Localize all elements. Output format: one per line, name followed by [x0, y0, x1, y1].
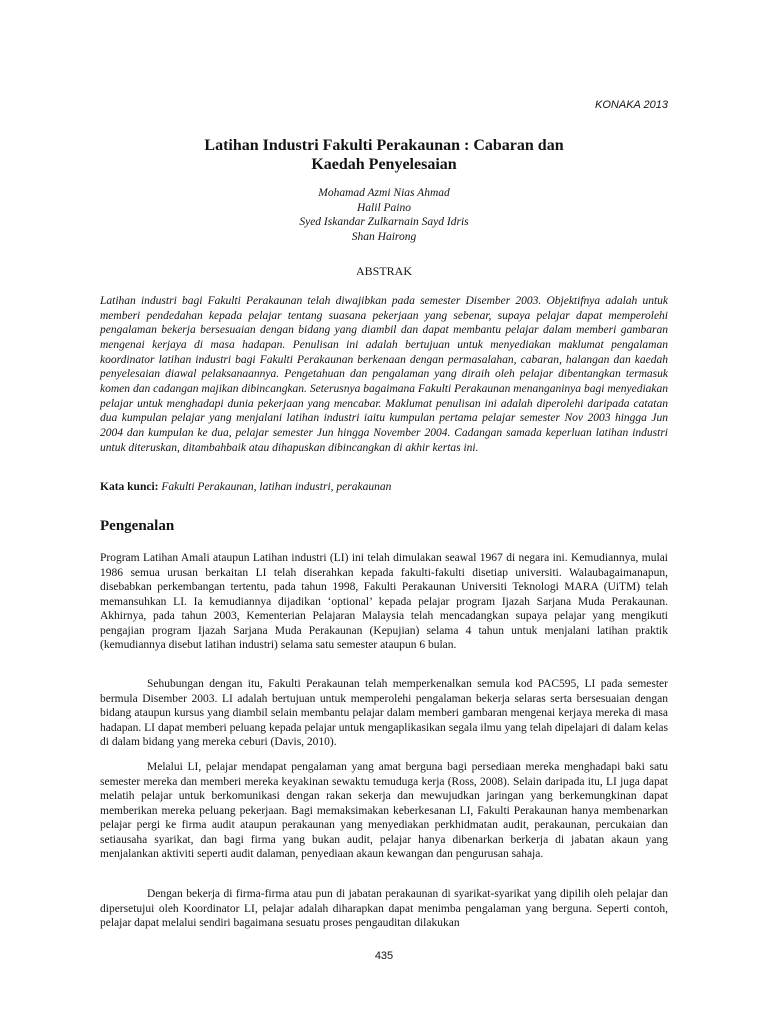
- body-paragraph: Sehubungan dengan itu, Fakulti Perakaunan telah memperkenalkan semula kod PAC595, LI pada semester bermula Disember 2003. LI adalah bertujuan untuk memperolehi pengalaman bekerja selaras serta bersesuaian dengan bidang ataupun kursus yang diambil selain membantu pelajar dalam memberi gambaran mengenai kerjaya mereka di masa hadapan. LI dapat memberi peluang kepada pelajar untuk mengaplikasikan segala ilmu yang telah dipelajari di dalam kelas di dalam bidang yang mereka ceburi (Davis, 2010).: [100, 678, 668, 748]
- title-line-1: Latihan Industri Fakulti Perakaunan : Cabaran dan: [204, 137, 564, 154]
- author-name: Shan Hairong: [351, 230, 417, 243]
- conference-label: KONAKA 2013: [595, 99, 668, 111]
- keywords-label: Kata kunci:: [100, 481, 159, 493]
- body-paragraph: Program Latihan Amali ataupun Latihan industri (LI) ini telah dimulakan seawal 1967 di negara ini. Kemudiannya, mulai 1986 semua urusan berkaitan LI telah diserahkan kepada fakulti-fakulti disetiap universiti. Walaubagaimanapun, disebabkan perkembangan tertentu, pada tahun 1998, Fakulti Perakaunan Universiti Teknologi MARA (UiTM) telah memansuhkan LI. Ia kemudiannya dijadikan ‘optional’ kepada pelajar program Ijazah Sarjana Muda Perakaunan. Akhirnya, pada tahun 2003, Kementerian Pelajaran Malaysia telah mencadangkan supaya pelajar yang mengikuti pengajian program Ijazah Sarjana Muda Perakaunan (Kepujian) selama 4 tahun untuk menjalani latihan praktik (kemudiannya disebut latihan industri) selama satu semester ataupun 6 bulan.: [100, 552, 668, 651]
- paper-title: [100, 136, 668, 174]
- body-paragraph: Dengan bekerja di firma-firma atau pun di jabatan perakaunan di syarikat-syarikat yang dipilih oleh pelajar dan dipersetujui oleh Koordinator LI, pelajar adalah diharapkan dapat menimba pengalaman yang berguna. Seperti contoh, pelajar dapat melalui sendiri bagaimana sesuatu proses pengauditan dilakukan: [100, 888, 668, 929]
- page-number: 435: [374, 950, 394, 962]
- abstract-heading: ABSTRAK: [355, 264, 412, 278]
- section-heading: Pengenalan: [100, 518, 175, 534]
- title-line-2: Kaedah Penyelesaian: [311, 156, 457, 173]
- keywords: [100, 481, 668, 493]
- author-name: Syed Iskandar Zulkarnain Sayd Idris: [299, 216, 469, 228]
- author-name: Halil Paino: [357, 201, 411, 214]
- keywords-value: Fakulti Perakaunan, latihan industri, perakaunan: [161, 481, 392, 493]
- author-name: Mohamad Azmi Nias Ahmad: [318, 187, 450, 199]
- author-list: [100, 186, 668, 244]
- body-paragraph: Melalui LI, pelajar mendapat pengalaman yang amat berguna bagi persediaan mereka menghadapi baki satu semester mereka dan memberi mereka keyakinan sewaktu temuduga kerja (Ross, 2008). Selain daripada itu, LI juga dapat melatih pelajar untuk berkomunikasi dengan rakan sekerja dan mewujudkan jaringan yang berkemungkinan dapat memberikan mereka peluang pekerjaan. Bagi memaksimakan keberkesanan LI, Fakulti Perakaunan hanya membenarkan pelajar pergi ke firma audit ataupun perakaunan yang menyediakan perkhidmatan audit, perakaunan, percukaian dan setiausaha syarikat, dan bagi firma yang bukan audit, pelajar hanya dibenarkan berkerja di jabatan akaun yang menjalankan aktiviti seperti audit dalaman, penyediaan akaun kewangan dan pengurusan sahaja.: [100, 761, 668, 860]
- abstract-text: Latihan industri bagi Fakulti Perakaunan telah diwajibkan pada semester Disember 2003. Objektifnya adalah untuk memberi pendedahan kepada pelajar tentang suasana pekerjaan yang sebenar, supaya pelajar dapat memperolehi pengalaman bekerja bersesuaian dengan bidang yang diambil dan dapat membantu pelajar dalam memberi gambaran mengenai kerjaya di masa hadapan. Penulisan ini adalah bertujuan untuk menyediakan maklumat pengalaman koordinator latihan industri bagi Fakulti Perakaunan berkenaan dengan permasalahan, cabaran, halangan dan kaedah penyelesaian diawal pelaksanaannya. Pengetahuan dan pengalaman yang diraih oleh pelajar dibentangkan termasuk komen dan cadangan majikan dibincangkan. Seterusnya bagaimana Fakulti Perakaunan menanganinya bagi menyediakan pelajar untuk menghadapi dunia pekerjaan yang mencabar. Maklumat penulisan ini adalah diperolehi daripada catatan dua kumpulan pelajar yang menjalani latihan industri iaitu kumpulan pertama pelajar semester Nov 2003 hingga Jun 2004 dan kumpulan ke dua, pelajar semester Jun hingga November 2004. Cadangan samada keperluan latihan industri untuk diteruskan, ditambahbaik atau dihapuskan dibincangkan di akhir kertas ini.: [100, 295, 668, 454]
